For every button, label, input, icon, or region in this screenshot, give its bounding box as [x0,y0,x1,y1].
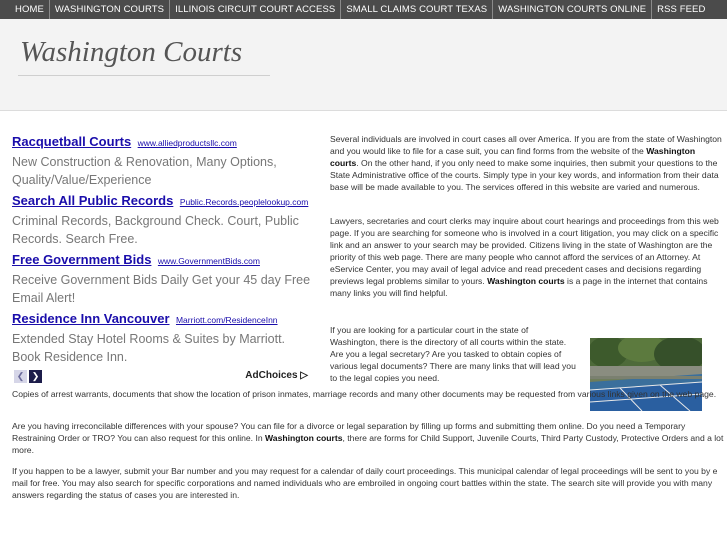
site-header [0,19,727,111]
ad-item [12,251,312,307]
main-content [0,111,727,545]
title-divider [18,75,270,76]
nav-item-small-claims-court-texas[interactable]: SMALL CLAIMS COURT TEXAS [341,0,493,19]
bold-keyword: Washington courts [330,146,696,168]
article-paragraph-2: Lawyers, secretaries and court clerks may inquire about court hearings and proceedings from this web page. If you are searching for someone who is involved in a court litigation, you may click on a specific link and an answer to your search may be provided. Citizens living in the state of Washington are the priority of this web page. There are many people who cannot afford the services of an Attorney. At eService Center, you may avail of legal advice and read precedent cases and decisions regarding previews legal problems similar to yours. Washington courts is a page in the internet that contains many links you will find helpful. [330,216,719,298]
article-paragraph-5: Are you having irreconcilable differences with your spouse? You can file for a divorce or legal separation by filling up forms and submitting them online. Do you need a Temporary Restraining Order or TRO? You can also request for this online. In Washington courts, there are forms for Child Support, Juvenile Courts, Third Party Custody, Protective Orders and a lot more. [12,421,724,455]
nav-item-rss-feed[interactable]: RSS FEED [657,4,706,15]
top-nav [0,0,727,19]
ad-item [12,310,312,366]
nav-item-illinois-circuit-court-access[interactable]: ILLINOIS CIRCUIT COURT ACCESS [170,0,341,19]
bold-keyword: Washington courts [487,276,565,286]
nav-item-home[interactable]: HOME [10,0,50,19]
ad-url-link[interactable]: www.alliedproductsllc.com [137,138,237,148]
ad-url-link[interactable]: www.GovernmentBids.com [157,256,260,266]
chevron-left-icon[interactable]: ❮ [14,370,27,383]
nav-item-washington-courts[interactable]: WASHINGTON COURTS [50,0,170,19]
ad-title-link[interactable]: Search All Public Records [12,193,174,208]
ad-description: Extended Stay Hotel Rooms & Suites by Marriott. Book Residence Inn. [12,332,286,364]
ad-item [12,192,312,248]
bold-keyword: Washington courts [265,433,343,443]
ad-url-link[interactable]: Marriott.com/ResidenceInn [175,315,278,325]
article-paragraph-1: Several individuals are involved in court cases all over America. If you are from the state of Washington and you would like to file for a case suit, you can find forms from the website of the Washington courts. On the other hand, if you only need to make some inquiries, then submit your questions to the State Administrative office of the courts. Simply type in your key words, and information from their data base will be made available to you. The services offered in this website are varied and numerous. [330,134,722,192]
article-paragraph-4: Copies of arrest warrants, documents that show the location of prison inmates, marriage records and many other documents may be requested from various links given on the web page. [12,389,717,399]
ad-item [12,133,312,189]
ad-description: New Construction & Renovation, Many Options, Quality/Value/Experience [12,155,277,187]
ad-description: Receive Government Bids Daily Get your 45 day Free Email Alert! [12,273,311,305]
ad-description: Criminal Records, Background Check. Court, Public Records. Search Free. [12,214,299,246]
chevron-right-icon[interactable]: ❯ [29,370,42,383]
ad-title-link[interactable]: Free Government Bids [12,252,152,267]
ad-block [12,133,312,385]
nav-item-washington-courts-online[interactable]: WASHINGTON COURTS ONLINE [493,0,652,19]
ad-title-link[interactable]: Racquetball Courts [12,134,132,149]
article-paragraph-6: If you happen to be a lawyer, submit your Bar number and you may request for a calendar of daily court proceedings. This municipal calendar of legal proceedings will be sent to you by e mail for free. You may also search for specific corporations and named individuals who are embroiled in ongoing court battles within the state. The search site will provide you with many answers regarding the status of cases you are interested in. [12,466,718,500]
ad-url-link[interactable]: Public.Records.peoplelookup.com [179,197,309,207]
adchoices-link[interactable]: AdChoices ▷ [245,370,308,381]
site-title[interactable]: Washington Courts [20,36,243,68]
ad-title-link[interactable]: Residence Inn Vancouver [12,311,170,326]
tennis-court-photo [590,338,702,411]
article-paragraph-3: If you are looking for a particular court in the state of Washington, there is the directory of all courts within the state. Are you a legal secretary? Are you tasked to obtain copies of various legal documents? There are many links that will lead you to the legal copies you need. [330,325,576,383]
ad-pager [14,370,42,383]
